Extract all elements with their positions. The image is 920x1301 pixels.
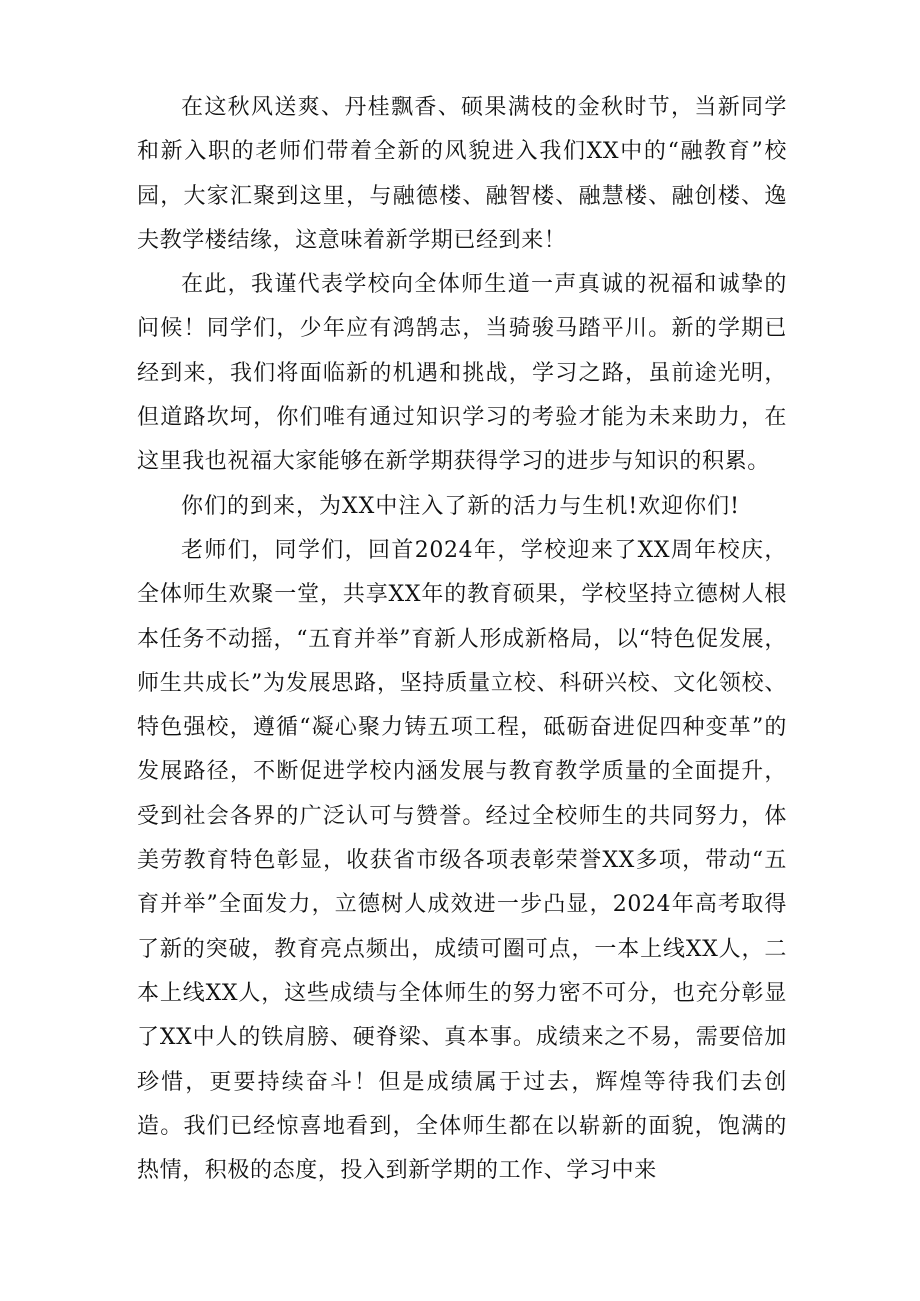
paragraph-greetings: 在此，我谨代表学校向全体师生道一声真诚的祝福和诚挚的问候！同学们，少年应有鸿鹄志，当骑骏马踏平川。新的学期已经到来，我们将面临新的机遇和挑战，学习之路，虽前途光明，但道路坎坷，你们唯有通过知识学习的考验才能为未来助力，在这里我也祝福大家能够在新学期获得学习的进步与知识的积累。 bbox=[137, 272, 787, 475]
paragraph-arrival: 你们的到来，为XX中注入了新的活力与生机!欢迎你们! bbox=[181, 493, 741, 519]
paragraph-review: 老师们，同学们，回首2024年，学校迎来了XX周年校庆，全体师生欢聚一堂，共享XX年的教育硕果，学校坚持立德树人根本任务不动摇，“五育并举”育新人形成新格局，以“特色促发展，师生共成长”为发展思路，坚持质量立校、科研兴校、文化领校、特色强校，遵循“凝心聚力铸五项工程，砥砺奋进促四种变革”的发展路径，不断促进学校内涵发展与教育教学质量的全面提升，受到社会各界的广泛认可与赞誉。经过全校师生的共同努力，体美劳教育特色彰显，收获省市级各项表彰荣誉XX多项，带动“五育并举”全面发力，立德树人成效进一步凸显，2024年高考取得了新的突破，教育亮点频出，成绩可圈可点，一本上线XX人，二本上线XX人，这些成绩与全体师生的努力密不可分，也充分彰显了XX中人的铁肩膀、硬脊梁、真本事。成绩来之不易，需要倍加珍惜，更要持续奋斗！但是成绩属于过去，辉煌等待我们去创造。我们已经惊喜地看到，全体师生都在以崭新的面貌，饱满的热情，积极的态度，投入到新学期的工作、学习中来 bbox=[137, 537, 787, 1184]
paragraph-welcome: 在这秋风送爽、丹桂飘香、硕果满枝的金秋时节，当新同学和新入职的老师们带着全新的风貌进入我们XX中的“融教育”校园，大家汇聚到这里，与融德楼、融智楼、融慧楼、融创楼、逸夫教学楼结缘，这意味着新学期已经到来！ bbox=[137, 95, 787, 253]
document-body bbox=[137, 86, 787, 1193]
